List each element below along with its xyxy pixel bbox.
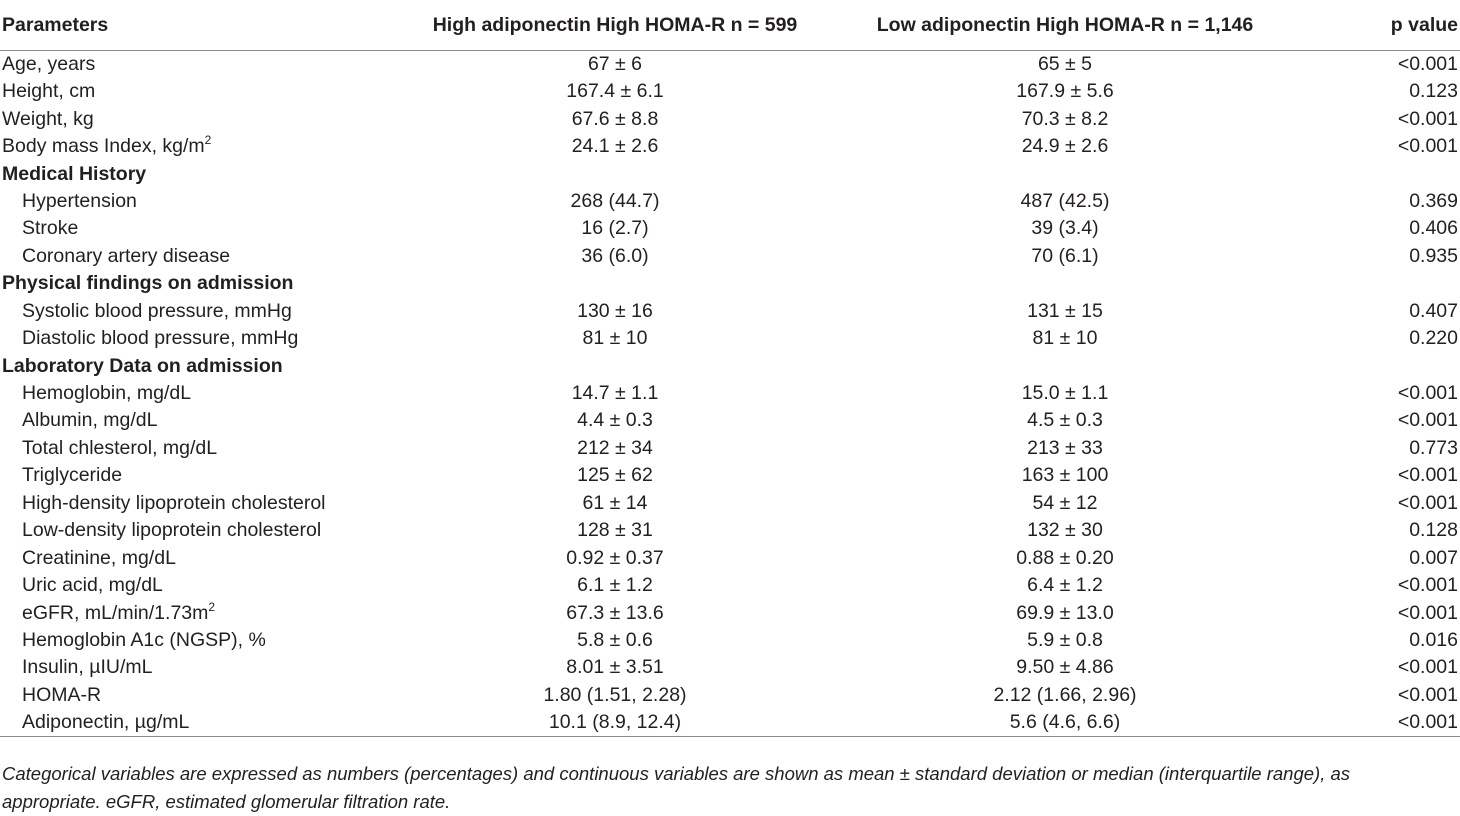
low-adiponectin-value: 0.88 ± 0.20 — [1016, 546, 1114, 569]
table-body — [0, 51, 1460, 737]
low-adiponectin-value: 4.5 ± 0.3 — [1027, 409, 1103, 432]
low-adiponectin-value: 5.9 ± 0.8 — [1027, 628, 1103, 651]
parameter-cell — [0, 105, 410, 132]
high-adiponectin-value: 24.1 ± 2.6 — [571, 135, 659, 158]
row-parameter-label: Weight, kg — [2, 107, 94, 130]
parameter-cell — [0, 654, 410, 681]
parameter-cell — [0, 325, 410, 352]
table-row — [0, 709, 1460, 737]
low-adiponectin-value: 65 ± 5 — [1037, 53, 1093, 75]
p-value-cell: 0.007 — [1409, 546, 1458, 569]
header-row — [0, 1, 1460, 51]
p-value-cell: 0.406 — [1409, 217, 1458, 240]
table-row — [0, 78, 1460, 105]
parameter-cell — [0, 133, 410, 160]
header-p-value: p value — [1310, 1, 1460, 51]
row-parameter-label: High-density lipoprotein cholesterol — [22, 491, 326, 514]
high-adiponectin-value: 67.6 ± 8.8 — [571, 107, 659, 130]
row-parameter-label: Uric acid, mg/dL — [22, 574, 163, 597]
table-footnote: Categorical variables are expressed as numbers (percentages) and continuous variables are shown as mean ± standard deviation or median (interquartile range), as appropriate. eGFR, estimated glomerular filtration rate. — [2, 763, 1351, 812]
table-row — [0, 627, 1460, 654]
high-adiponectin-value: 10.1 (8.9, 12.4) — [410, 709, 820, 737]
header-parameters: Parameters — [0, 1, 410, 51]
low-adiponectin-value: 70.3 ± 8.2 — [1021, 107, 1109, 130]
p-value-cell: <0.001 — [1397, 683, 1458, 706]
parameter-cell — [0, 709, 410, 737]
parameter-cell — [0, 298, 410, 325]
table-row — [0, 654, 1460, 681]
low-adiponectin-value: 69.9 ± 13.0 — [1016, 601, 1114, 624]
parameter-cell — [0, 490, 410, 517]
p-value-cell: <0.001 — [1397, 135, 1458, 158]
low-adiponectin-value: 9.50 ± 4.86 — [1016, 656, 1114, 679]
table-row — [0, 105, 1460, 132]
high-adiponectin-value: 0.92 ± 0.37 — [566, 546, 664, 569]
high-adiponectin-value: 5.8 ± 0.6 — [577, 628, 653, 651]
high-adiponectin-value: 125 ± 62 — [577, 464, 653, 487]
parameter-cell — [0, 78, 410, 105]
table-row — [0, 133, 1460, 160]
p-value-cell: <0.001 — [1397, 409, 1458, 432]
row-parameter-label: Creatinine, mg/dL — [22, 546, 176, 569]
p-value-cell: 0.773 — [1409, 436, 1458, 459]
header-low-adiponectin: Low adiponectin High HOMA-R n = 1,146 — [820, 1, 1310, 51]
low-adiponectin-value: 6.4 ± 1.2 — [1027, 574, 1103, 597]
low-adiponectin-value: 15.0 ± 1.1 — [1021, 382, 1109, 405]
low-adiponectin-value: 167.9 ± 5.6 — [1016, 80, 1114, 103]
row-parameter-label: Adiponectin, µg/mL — [22, 711, 190, 734]
row-parameter-label: HOMA-R — [22, 683, 102, 706]
parameter-cell — [0, 682, 410, 709]
row-parameter-label: Albumin, mg/dL — [22, 409, 158, 432]
low-adiponectin-value: 131 ± 15 — [1027, 299, 1103, 322]
low-adiponectin-value: 81 ± 10 — [1032, 327, 1098, 350]
row-parameter-label: Body mass Index, kg/m — [2, 135, 205, 158]
high-adiponectin-value: 8.01 ± 3.51 — [566, 656, 664, 679]
parameter-cell — [0, 627, 410, 654]
section-row — [0, 352, 1460, 379]
table-row — [0, 380, 1460, 407]
header-high-adiponectin: High adiponectin High HOMA-R n = 599 — [410, 1, 820, 51]
high-adiponectin-value: 268 (44.7) — [570, 189, 660, 212]
low-adiponectin-value: 2.12 (1.66, 2.96) — [993, 683, 1137, 706]
p-value-cell: 0.935 — [1409, 244, 1458, 267]
high-adiponectin-value: 1.80 (1.51, 2.28) — [543, 683, 687, 706]
unit-superscript: 2 — [208, 599, 216, 614]
row-parameter-label: Hemoglobin, mg/dL — [22, 382, 192, 405]
high-adiponectin-value: 14.7 ± 1.1 — [571, 382, 659, 405]
row-parameter-label: Low-density lipoprotein cholesterol — [22, 519, 322, 542]
low-adiponectin-value: 24.9 ± 2.6 — [1021, 135, 1109, 158]
low-adiponectin-value: 487 (42.5) — [1020, 189, 1110, 212]
table-row — [0, 572, 1460, 599]
table-row — [0, 682, 1460, 709]
parameter-cell — [0, 51, 410, 79]
high-adiponectin-value: 212 ± 34 — [577, 436, 653, 459]
table-row — [0, 51, 1460, 79]
table-row — [0, 298, 1460, 325]
row-parameter-label: Height, cm — [2, 80, 96, 103]
table-row — [0, 325, 1460, 352]
parameter-cell — [0, 517, 410, 544]
row-parameter-label: Triglyceride — [22, 464, 123, 487]
section-row — [0, 270, 1460, 297]
p-value-cell: <0.001 — [1397, 601, 1458, 624]
section-heading: Laboratory Data on admission — [2, 354, 283, 377]
low-adiponectin-value: 213 ± 33 — [1027, 436, 1103, 459]
table-row — [0, 407, 1460, 434]
section-heading: Medical History — [2, 162, 147, 185]
low-adiponectin-value: 163 ± 100 — [1021, 464, 1109, 487]
table-row — [0, 490, 1460, 517]
low-adiponectin-value: 39 (3.4) — [1031, 217, 1099, 240]
row-parameter-label: Coronary artery disease — [22, 244, 231, 267]
table-row — [0, 435, 1460, 462]
p-value-cell: <0.001 — [1397, 382, 1458, 405]
parameter-cell — [0, 544, 410, 571]
row-parameter-label: eGFR, mL/min/1.73m — [22, 601, 209, 624]
row-parameter-label: Diastolic blood pressure, mmHg — [22, 327, 299, 350]
row-parameter-label: Age, years — [2, 53, 96, 75]
high-adiponectin-value: 6.1 ± 1.2 — [577, 574, 653, 597]
table-row — [0, 544, 1460, 571]
parameter-cell — [0, 599, 410, 626]
p-value-cell: 0.407 — [1409, 299, 1458, 322]
table-header — [0, 1, 1460, 51]
p-value-cell: <0.001 — [1310, 709, 1460, 737]
table-row — [0, 517, 1460, 544]
high-adiponectin-value: 67 ± 6 — [587, 53, 643, 75]
high-adiponectin-value: 128 ± 31 — [577, 519, 653, 542]
high-adiponectin-value: 4.4 ± 0.3 — [577, 409, 653, 432]
high-adiponectin-value: 81 ± 10 — [582, 327, 648, 350]
p-value-cell: <0.001 — [1397, 53, 1458, 75]
parameter-cell — [0, 215, 410, 242]
row-parameter-label: Hypertension — [22, 189, 137, 212]
p-value-cell: 0.016 — [1409, 628, 1458, 651]
low-adiponectin-value: 132 ± 30 — [1027, 519, 1103, 542]
parameter-cell — [0, 572, 410, 599]
row-parameter-label: Hemoglobin A1c (NGSP), % — [22, 628, 266, 651]
section-heading: Physical findings on admission — [2, 272, 294, 295]
parameter-cell — [0, 243, 410, 270]
row-parameter-label: Insulin, µIU/mL — [22, 656, 153, 679]
high-adiponectin-value: 36 (6.0) — [581, 244, 649, 267]
parameter-cell — [0, 380, 410, 407]
table-row — [0, 188, 1460, 215]
high-adiponectin-value: 16 (2.7) — [581, 217, 649, 240]
table-row — [0, 215, 1460, 242]
p-value-cell: <0.001 — [1397, 656, 1458, 679]
p-value-cell: <0.001 — [1397, 574, 1458, 597]
high-adiponectin-value: 167.4 ± 6.1 — [566, 80, 664, 103]
row-parameter-label: Systolic blood pressure, mmHg — [22, 299, 292, 322]
high-adiponectin-value: 61 ± 14 — [582, 491, 648, 514]
section-row — [0, 160, 1460, 187]
table-row — [0, 599, 1460, 626]
parameter-cell — [0, 435, 410, 462]
table-row — [0, 243, 1460, 270]
p-value-cell: <0.001 — [1397, 491, 1458, 514]
p-value-cell: <0.001 — [1397, 464, 1458, 487]
unit-superscript: 2 — [204, 133, 212, 148]
row-parameter-label: Total chlesterol, mg/dL — [22, 436, 218, 459]
parameter-cell — [0, 407, 410, 434]
p-value-cell: 0.369 — [1409, 189, 1458, 212]
table-row — [0, 462, 1460, 489]
parameter-cell — [0, 188, 410, 215]
p-value-cell: 0.128 — [1409, 519, 1458, 542]
p-value-cell: 0.220 — [1409, 327, 1458, 350]
parameter-cell — [0, 462, 410, 489]
row-parameter-label: Stroke — [22, 217, 79, 240]
low-adiponectin-value: 70 (6.1) — [1031, 244, 1099, 267]
high-adiponectin-value: 67.3 ± 13.6 — [566, 601, 664, 624]
p-value-cell: 0.123 — [1409, 80, 1458, 103]
p-value-cell: <0.001 — [1397, 107, 1458, 130]
low-adiponectin-value: 54 ± 12 — [1032, 491, 1098, 514]
low-adiponectin-value: 5.6 (4.6, 6.6) — [820, 709, 1310, 737]
high-adiponectin-value: 130 ± 16 — [577, 299, 653, 322]
